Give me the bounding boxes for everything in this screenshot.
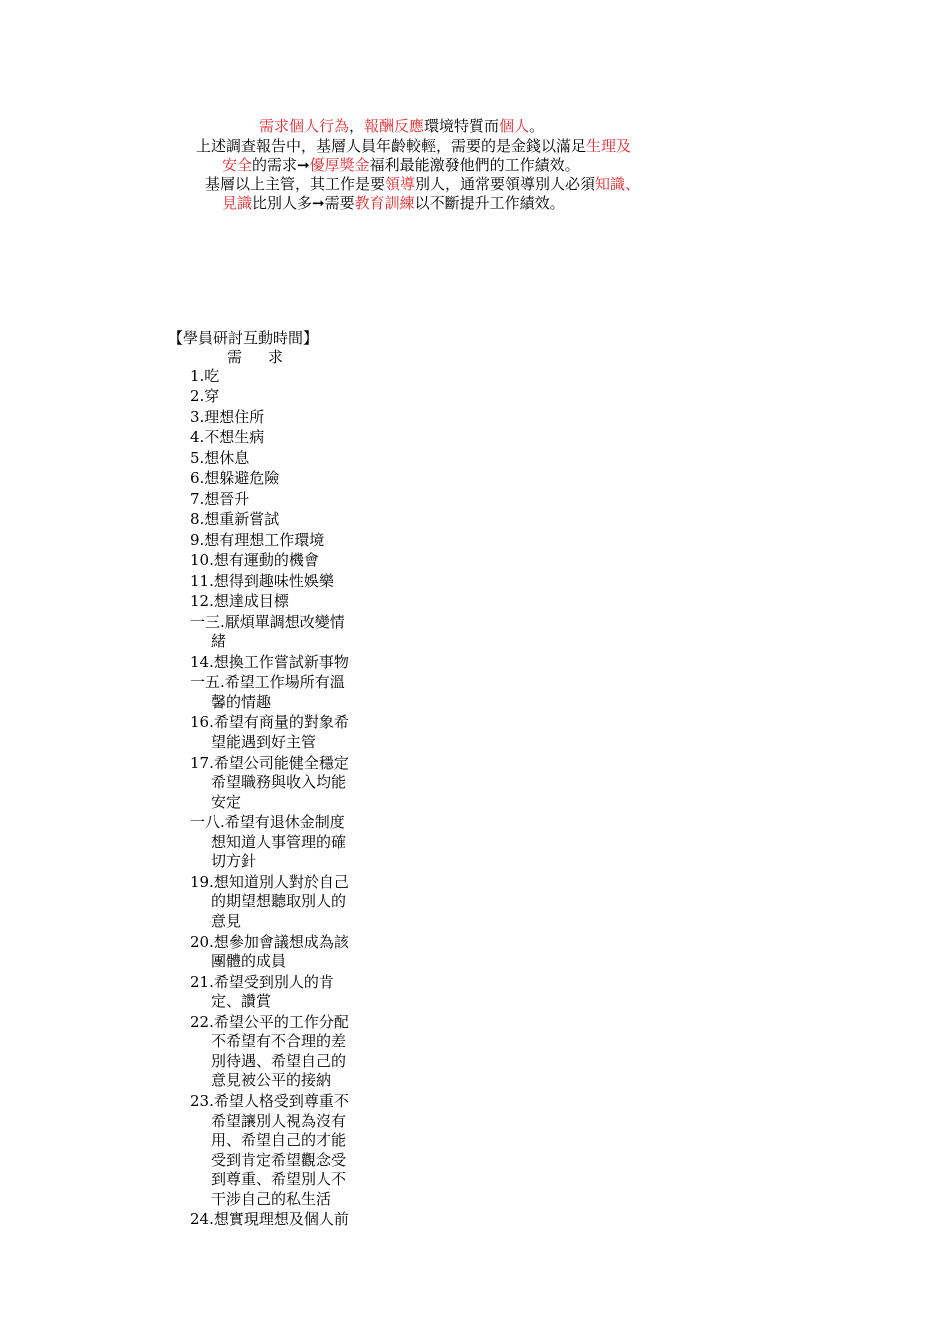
list-item-text: 23.希望人格受到尊重不: [190, 1091, 349, 1110]
list-item: [190, 673, 370, 712]
list-item-text: 8.想重新嘗試: [190, 510, 280, 529]
list-item-text: 9.想有理想工作環境: [190, 530, 325, 549]
needs-list: [190, 367, 370, 1231]
list-item-continuation: 望能遇到好主管: [211, 733, 317, 752]
list-item: [190, 449, 370, 469]
list-item-continuation: 的期望想聽取別人的: [211, 892, 347, 911]
highlight-text: 安全: [222, 156, 253, 174]
list-item-text: 14.想換工作嘗試新事物: [190, 652, 349, 671]
list-item: [190, 1092, 370, 1210]
list-item: [190, 754, 370, 813]
intro-line-2-continued: [222, 155, 580, 175]
body-text: ，: [349, 117, 365, 135]
intro-line-1: [259, 116, 544, 136]
list-item: [190, 490, 370, 510]
list-item: [190, 551, 370, 571]
highlight-text: 個人: [499, 117, 530, 135]
list-item-continuation: 干涉自己的私生活: [211, 1189, 332, 1208]
list-item-continuation: 馨的情趣: [211, 692, 272, 711]
highlight-text: 教育訓練: [354, 194, 415, 212]
list-item: [190, 813, 370, 872]
intro-line-3-continued: [222, 193, 565, 213]
list-item: [190, 408, 370, 428]
highlight-text: 需求個人行為: [259, 117, 350, 135]
list-item-continuation: 到尊重、希望別人不: [211, 1170, 347, 1189]
list-item-text: 17.希望公司能健全穩定: [190, 753, 349, 772]
list-item-text: 7.想晉升: [190, 489, 250, 508]
list-item-continuation: 定、讚賞: [211, 992, 272, 1011]
list-item: [190, 469, 370, 489]
list-item-continuation: 安定: [211, 792, 242, 811]
body-text: 。: [529, 117, 545, 135]
list-item: [190, 572, 370, 592]
highlight-text: 報酬反應: [364, 117, 425, 135]
body-text: 環境特質而: [424, 117, 500, 135]
list-item: [190, 653, 370, 673]
body-text: 比別人多➞需要: [252, 194, 355, 212]
list-item: [190, 428, 370, 448]
needs-header-char-2: 求: [268, 348, 284, 366]
list-item-text: 19.想知道別人對於自己: [190, 872, 349, 891]
list-item-continuation: 切方針: [211, 852, 257, 871]
list-item-text: 5.想休息: [190, 448, 250, 467]
list-item-continuation: 希望職務與收入均能: [211, 773, 347, 792]
body-text: 福利最能激發他們的工作績效。: [369, 156, 580, 174]
list-item-continuation: 團體的成員: [211, 952, 287, 971]
list-item: [190, 973, 370, 1012]
list-item-text: 12.想達成目標: [190, 592, 289, 611]
list-item-continuation: 想知道人事管理的確: [211, 832, 347, 851]
section-title: 【學員研討互動時間】: [168, 329, 319, 347]
list-item-continuation: 意見被公平的接納: [211, 1071, 332, 1090]
list-item-text: 一五.希望工作場所有溫: [190, 673, 345, 692]
list-item: [190, 613, 370, 652]
list-item-continuation: 意見: [211, 912, 242, 931]
needs-column-header: [227, 347, 283, 367]
highlight-text: 見識: [222, 194, 253, 212]
list-item-text: 24.想實現理想及個人前: [190, 1210, 349, 1229]
list-item-text: 2.穿: [190, 387, 220, 406]
list-item-continuation: 希望讓別人視為沒有: [211, 1111, 347, 1130]
intro-line-2: [196, 136, 631, 156]
body-text: 的需求➞: [252, 156, 310, 174]
list-item-continuation: 不希望有不合理的差: [211, 1032, 347, 1051]
body-text: 上述調查報告中，基層人員年齡較輕，需要的是金錢以滿足: [196, 137, 587, 155]
body-text: 別人，通常要領導別人必須: [415, 175, 596, 193]
list-item-text: 6.想躲避危險: [190, 469, 280, 488]
list-item: [190, 1210, 370, 1230]
highlight-text: 優厚獎金: [309, 156, 370, 174]
needs-header-char-1: 需: [227, 348, 243, 366]
list-item: [190, 592, 370, 612]
list-item-text: 16.希望有商量的對象希: [190, 713, 349, 732]
list-item-text: 20.想參加會議想成為該: [190, 932, 349, 951]
list-item-text: 21.希望受到別人的肯: [190, 972, 334, 991]
list-item-text: 22.希望公平的工作分配: [190, 1012, 349, 1031]
list-item-continuation: 緒: [211, 632, 227, 651]
intro-line-3: [205, 174, 640, 194]
list-item: [190, 713, 370, 752]
highlight-text: 生理及: [586, 137, 632, 155]
list-item: [190, 873, 370, 932]
body-text: 以不斷提升工作績效。: [414, 194, 565, 212]
list-item: [190, 1013, 370, 1091]
highlight-text: 領導: [385, 175, 416, 193]
list-item-text: 1.吃: [190, 367, 220, 385]
list-item-continuation: 別待遇、希望自己的: [211, 1051, 347, 1070]
list-item-text: 11.想得到趣味性娛樂: [190, 571, 334, 590]
list-item-text: 10.想有運動的機會: [190, 551, 319, 570]
list-item-text: 3.理想住所: [190, 407, 265, 426]
list-item: [190, 367, 370, 387]
body-text: 基層以上主管，其工作是要: [205, 175, 386, 193]
list-item-continuation: 用、希望自己的才能: [211, 1131, 347, 1150]
list-item: [190, 510, 370, 530]
list-item-text: 一八.希望有退休金制度: [190, 813, 345, 832]
list-item: [190, 933, 370, 972]
list-item-text: 4.不想生病: [190, 428, 265, 447]
list-item: [190, 531, 370, 551]
highlight-text: 知識、: [595, 175, 641, 193]
list-item-continuation: 受到肯定希望觀念受: [211, 1150, 347, 1169]
list-item-text: 一三.厭煩單調想改變情: [190, 612, 345, 631]
list-item: [190, 387, 370, 407]
